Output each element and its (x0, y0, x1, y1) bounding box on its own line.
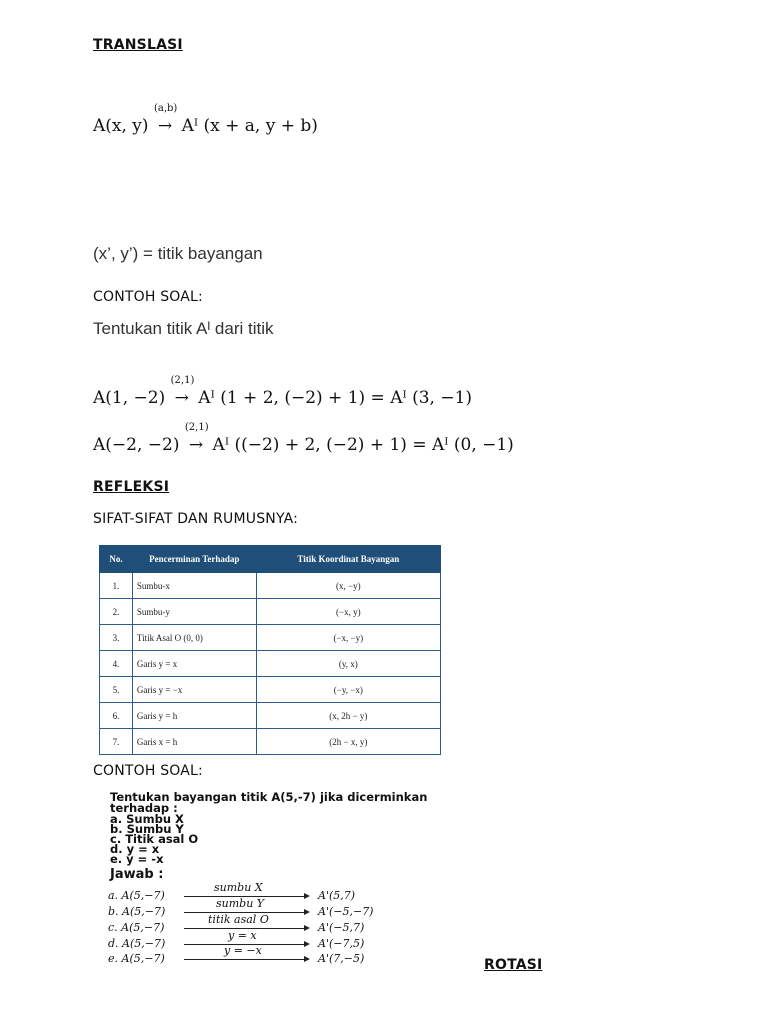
table-row (100, 677, 441, 703)
table-cell: 6. (100, 703, 133, 729)
example-question-line1: Tentukan bayangan titik A(5,-7) jika dicerminkan (110, 790, 428, 804)
answer-e-from: e. A(5,−7) (108, 952, 165, 965)
table-cell: (−y, −x) (256, 677, 440, 703)
answer-e-arrow-head (304, 956, 310, 962)
table-cell: 4. (100, 651, 133, 677)
answer-e-arrow-line (184, 959, 304, 960)
answer-a-arrow-head (304, 893, 310, 899)
answer-e-to: A'(7,−5) (318, 952, 365, 965)
table-row (100, 573, 441, 599)
example-2-rhs: Aᴵ ((−2) + 2, (−2) + 1) = Aᴵ (0, −1) (212, 435, 514, 455)
refleksi-subheading: SIFAT-SIFAT DAN RUMUSNYA: (93, 511, 299, 527)
answer-c-arrow-head (304, 925, 310, 931)
formula-arrow: (a,b) → (153, 103, 178, 136)
answer-b-label: sumbu Y (216, 897, 265, 910)
table-cell: Titik Asal O (0, 0) (132, 625, 256, 651)
example-2-lhs: A(−2, −2) (93, 435, 180, 455)
answer-c-from: c. A(5,−7) (108, 921, 165, 934)
formula-lhs: A(x, y) (93, 116, 149, 136)
answer-a-to: A'(5,7) (318, 889, 356, 902)
table-header-bayangan: Titik Koordinat Bayangan (256, 546, 440, 573)
example-1-rhs: Aᴵ (1 + 2, (−2) + 1) = Aᴵ (3, −1) (198, 388, 473, 408)
answer-a-label: sumbu X (214, 881, 263, 894)
table-cell: (2h − x, y) (256, 729, 440, 755)
translasi-formula (93, 103, 318, 136)
table-header-pencerminan: Pencerminan Terhadap (132, 546, 256, 573)
answer-b-arrow-head (304, 909, 310, 915)
table-cell: 5. (100, 677, 133, 703)
table-row (100, 651, 441, 677)
table-cell: 1. (100, 573, 133, 599)
example-2-arrow: (2,1) → (184, 422, 209, 455)
answer-d-arrow-head (304, 941, 310, 947)
answer-b-to: A'(−5,−7) (318, 905, 374, 918)
refleksi-contoh-label: CONTOH SOAL: (93, 763, 203, 779)
example-2-arrow-label: (2,1) (184, 422, 209, 433)
table-cell: (x, −y) (256, 573, 440, 599)
example-option-d: d. y = x (110, 842, 160, 856)
example-option-e: e. y = -x (110, 852, 164, 866)
reflection-table (99, 545, 441, 755)
answer-d-to: A'(−7,5) (318, 937, 365, 950)
reflection-example-image (104, 786, 474, 966)
table-row (100, 703, 441, 729)
table-cell: Sumbu-x (132, 573, 256, 599)
table-cell: Garis y = x (132, 651, 256, 677)
example-1-arrow: (2,1) → (170, 375, 195, 408)
translasi-definition: (x’, y’) = titik bayangan (93, 244, 263, 263)
rotasi-heading: ROTASI (484, 957, 543, 973)
answer-b-from: b. A(5,−7) (108, 905, 166, 918)
table-cell: 2. (100, 599, 133, 625)
answer-d-from: d. A(5,−7) (108, 937, 166, 950)
table-cell: Garis y = −x (132, 677, 256, 703)
table-cell: (−x, −y) (256, 625, 440, 651)
translasi-heading: TRANSLASI (93, 37, 183, 53)
example-option-a: a. Sumbu X (110, 812, 184, 826)
refleksi-heading: REFLEKSI (93, 479, 170, 495)
translasi-question: Tentukan titik Aᴵ dari titik (93, 319, 274, 338)
example-question-line2: terhadap : (110, 801, 178, 815)
table-cell: Garis x = h (132, 729, 256, 755)
table-cell: (y, x) (256, 651, 440, 677)
table-cell: 3. (100, 625, 133, 651)
example-1-arrow-label: (2,1) (170, 375, 195, 386)
table-cell: (x, 2h − y) (256, 703, 440, 729)
table-cell: (−x, y) (256, 599, 440, 625)
table-row (100, 599, 441, 625)
translasi-example-1 (93, 375, 473, 408)
example-option-b: b. Sumbu Y (110, 822, 184, 836)
formula-arrow-label: (a,b) (153, 103, 178, 114)
table-cell: Garis y = h (132, 703, 256, 729)
table-header-no: No. (100, 546, 133, 573)
translasi-contoh-label: CONTOH SOAL: (93, 289, 203, 305)
example-1-lhs: A(1, −2) (93, 388, 166, 408)
answer-c-label: titik asal O (208, 913, 269, 926)
answer-d-label: y = x (228, 929, 257, 942)
table-header-row (100, 546, 441, 573)
answer-e-label: y = −x (224, 944, 262, 957)
table-row (100, 625, 441, 651)
formula-rhs: Aᴵ (x + a, y + b) (181, 116, 318, 136)
translasi-example-2 (93, 422, 514, 455)
answer-c-to: A'(−5,7) (318, 921, 365, 934)
table-cell: 7. (100, 729, 133, 755)
table-row (100, 729, 441, 755)
table-cell: Sumbu-y (132, 599, 256, 625)
example-jawab: Jawab : (110, 867, 164, 882)
example-option-c: c. Titik asal O (110, 832, 199, 846)
answer-a-from: a. A(5,−7) (108, 889, 165, 902)
